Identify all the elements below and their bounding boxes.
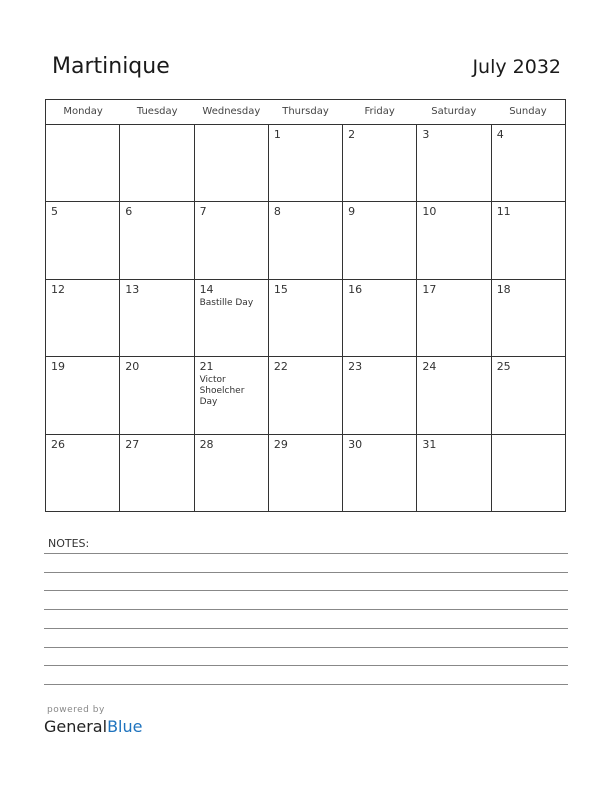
day-number: 1: [273, 128, 281, 141]
day-cell: [269, 280, 343, 356]
day-number: 6: [125, 205, 133, 219]
day-cell: [46, 280, 120, 356]
day-cell: [343, 125, 417, 201]
week-row: [46, 125, 565, 202]
day-cell: [120, 202, 194, 278]
weekday-header-row: [46, 100, 565, 125]
holiday-label: Victor Shoelcher Day: [199, 375, 245, 408]
day-cell: [417, 357, 491, 433]
day-number: 26: [51, 437, 65, 451]
day-cell: [195, 125, 269, 201]
day-cell: [195, 435, 269, 512]
weekday-friday: Friday: [364, 106, 395, 117]
day-number: 29: [273, 437, 288, 451]
week-row: [46, 202, 565, 279]
day-number: 16: [348, 282, 363, 296]
day-cell: [120, 435, 194, 512]
day-number: 18: [496, 282, 511, 296]
day-cell: [492, 125, 565, 201]
day-number: 7: [199, 205, 207, 219]
day-number: 20: [125, 360, 140, 374]
day-cell: [492, 357, 565, 433]
day-cell: [120, 125, 194, 201]
day-number: 28: [199, 437, 214, 451]
day-cell: [417, 280, 491, 356]
day-cell: [492, 435, 565, 512]
day-cell: [343, 357, 417, 433]
calendar-month-title: July 2032: [472, 56, 561, 78]
week-row: [46, 357, 565, 434]
day-number: 8: [273, 205, 281, 219]
day-number: 4: [496, 128, 504, 141]
day-cell: [343, 435, 417, 512]
day-number: 23: [348, 360, 363, 374]
notes-line: [44, 628, 568, 629]
day-cell: [46, 125, 120, 201]
day-number: 30: [348, 437, 363, 451]
day-number: 15: [273, 282, 288, 296]
weekday-thursday: Thursday: [282, 106, 329, 117]
day-cell: [269, 357, 343, 433]
day-number: 21: [199, 360, 214, 374]
notes-line: [44, 647, 568, 648]
day-cell: [492, 280, 565, 356]
day-cell: [343, 280, 417, 356]
day-number: 19: [51, 360, 65, 374]
day-number: 3: [422, 128, 430, 141]
day-number: 2: [348, 128, 356, 141]
day-cell: [417, 435, 491, 512]
notes-label: NOTES:: [48, 537, 90, 550]
day-cell: [195, 280, 269, 356]
day-cell: [46, 435, 120, 512]
day-number: 10: [422, 205, 437, 219]
weekday-wednesday: Wednesday: [202, 106, 261, 117]
day-number: 13: [125, 282, 140, 296]
notes-line: [44, 684, 568, 685]
day-cell: [343, 202, 417, 278]
generalblue-logo[interactable]: [44, 717, 142, 736]
week-row: [46, 435, 565, 512]
day-cell: [269, 202, 343, 278]
weekday-sunday: Sunday: [509, 106, 547, 117]
day-number: 5: [51, 205, 58, 219]
day-cell: [120, 280, 194, 356]
day-number: 17: [422, 282, 437, 296]
notes-line: [44, 590, 568, 591]
day-number: 11: [496, 205, 511, 219]
calendar-country-title: Martinique: [52, 54, 170, 79]
brand-general: General: [44, 717, 108, 736]
day-number: 9: [348, 205, 356, 219]
day-number: 22: [273, 360, 288, 374]
weeks-container: [46, 125, 565, 512]
day-cell: [417, 202, 491, 278]
day-cell: [269, 435, 343, 512]
weekday-tuesday: Tuesday: [136, 106, 178, 117]
day-cell: [417, 125, 491, 201]
powered-by-text: powered by: [47, 705, 105, 715]
day-cell: [195, 357, 269, 433]
holiday-label: Bastille Day: [199, 297, 254, 308]
day-cell: [269, 125, 343, 201]
notes-line: [44, 572, 568, 573]
notes-line: [44, 609, 568, 610]
notes-line: [44, 665, 568, 666]
week-row: [46, 280, 565, 357]
day-number: 12: [51, 282, 65, 296]
day-number: 24: [422, 360, 437, 374]
day-cell: [46, 357, 120, 433]
brand-blue: Blue: [107, 717, 143, 736]
weekday-saturday: Saturday: [431, 106, 477, 117]
day-number: 27: [125, 437, 140, 451]
weekday-monday: Monday: [63, 106, 103, 117]
day-cell: [120, 357, 194, 433]
day-cell: [46, 202, 120, 278]
calendar-grid: [45, 99, 566, 512]
day-number: 31: [422, 437, 437, 451]
day-cell: [195, 202, 269, 278]
notes-line: [44, 553, 568, 554]
day-number: 25: [496, 360, 511, 374]
day-cell: [492, 202, 565, 278]
day-number: 14: [199, 282, 214, 296]
